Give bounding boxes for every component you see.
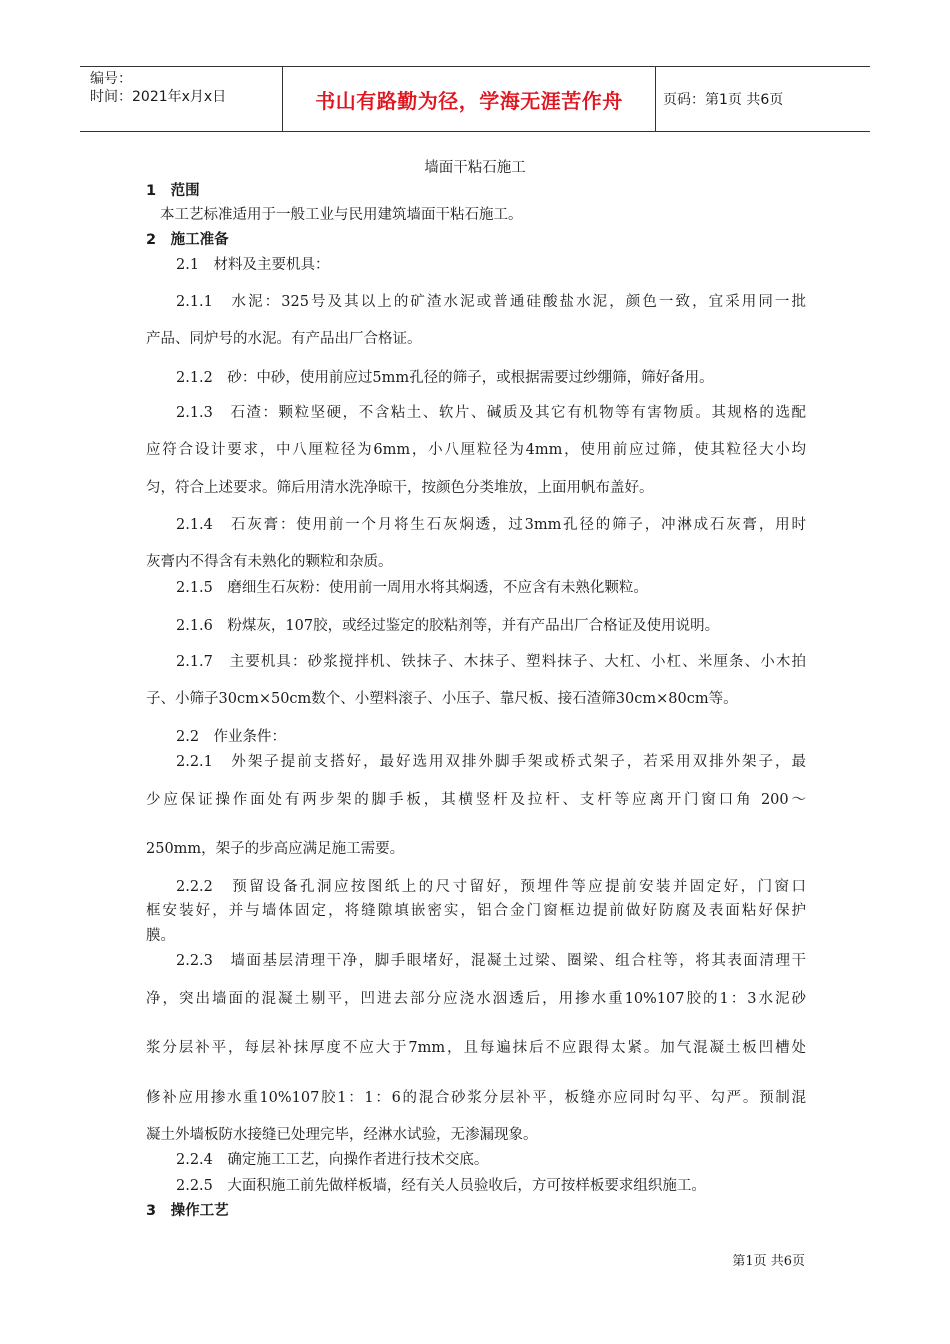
subheading: 2.1 材料及主要机具：	[176, 257, 330, 273]
paragraph-line: 2.1.2 砂：中砂，使用前应过5mm孔径的筛子，或根据需要过纱绷筛，筛好备用。	[176, 370, 714, 386]
paragraph-line: 匀，符合上述要求。筛后用清水洗净晾干，按颜色分类堆放，上面用帆布盖好。	[146, 480, 654, 496]
paragraph-line: 2.2.2 预留设备孔洞应按图纸上的尺寸留好，预埋件等应提前安装并固定好，门窗口	[176, 879, 806, 895]
paragraph-line: 修补应用掺水重10%107胶1：1：6的混合砂浆分层补平，板缝亦应同时勾平、勾严。预制混	[146, 1090, 806, 1106]
paragraph-line: 2.1.7 主要机具：砂浆搅拌机、铁抹子、木抹子、塑料抹子、大杠、小杠、米厘条、小木拍	[176, 654, 806, 670]
header-motto-cell	[282, 67, 656, 131]
paragraph-line: 2.2.5 大面积施工前先做样板墙，经有关人员验收后，方可按样板要求组织施工。	[176, 1178, 706, 1194]
paragraph: 本工艺标准适用于一般工业与民用建筑墙面干粘石施工。	[160, 207, 523, 223]
subheading: 2.2 作业条件：	[176, 729, 287, 745]
paragraph-line: 框安装好，并与墙体固定，将缝隙填嵌密实，铝合金门窗框边提前做好防腐及表面粘好保护	[146, 903, 806, 919]
paragraph-line: 2.1.1 水泥：325号及其以上的矿渣水泥或普通硅酸盐水泥，颜色一致，宜采用同一批	[176, 294, 806, 310]
page-footer: 第1页 共6页	[732, 1254, 805, 1269]
paragraph-line: 2.2.1 外架子提前支搭好，最好选用双排外脚手架或桥式架子，若采用双排外架子，最	[176, 754, 806, 770]
paragraph-line: 2.2.4 确定施工工艺，向操作者进行技术交底。	[176, 1152, 489, 1168]
paragraph-line: 子、小筛子30cm×50cm数个、小塑料滚子、小压子、靠尺板、接石渣筛30cm×80cm等。	[146, 691, 738, 707]
paragraph-line: 2.1.6 粉煤灰，107胶，或经过鉴定的胶粘剂等，并有产品出厂合格证及使用说明。	[176, 618, 720, 634]
motto: 书山有路勤为径，学海无涯苦作舟	[315, 88, 623, 113]
header-page-cell	[655, 67, 870, 131]
paragraph-line: 净，突出墙面的混凝土剔平，凹进去部分应浇水洇透后，用掺水重10%107胶的1：3水泥砂	[146, 991, 806, 1007]
paragraph-line: 灰膏内不得含有未熟化的颗粒和杂质。	[146, 554, 393, 570]
page-header	[80, 66, 870, 132]
paragraph-line: 凝土外墙板防水接缝已处理完毕，经淋水试验，无渗漏现象。	[146, 1127, 538, 1143]
paragraph-line: 膜。	[146, 928, 175, 944]
paragraph-line: 浆分层补平，每层补抹厚度不应大于7mm，且每遍抹后不应跟得太紧。加气混凝土板凹槽处	[146, 1040, 806, 1056]
paragraph-line: 250mm，架子的步高应满足施工需要。	[146, 841, 405, 857]
header-meta	[80, 67, 282, 131]
paragraph-line: 应符合设计要求，中八厘粒径为6mm，小八厘粒径为4mm，使用前应过筛，使其粒径大小均	[146, 442, 806, 458]
paragraph-line: 少应保证操作面处有两步架的脚手板，其横竖杆及拉杆、支杆等应离开门窗口角 200～	[146, 792, 806, 808]
section-1-heading: 1 范围	[146, 183, 200, 199]
paragraph-line: 2.1.3 石渣：颗粒坚硬，不含粘土、软片、碱质及其它有机物等有害物质。其规格的选配	[176, 405, 806, 421]
time-label: 时间：2021年x月x日	[90, 89, 227, 105]
paragraph-line: 2.1.5 磨细生石灰粉：使用前一周用水将其焖透，不应含有未熟化颗粒。	[176, 580, 648, 596]
paragraph-line: 2.2.3 墙面基层清理干净，脚手眼堵好，混凝土过梁、圈梁、组合柱等，将其表面清理干	[176, 953, 806, 969]
number-label: 编号：	[90, 71, 132, 87]
paragraph-line: 2.1.4 石灰膏：使用前一个月将生石灰焖透，过3mm孔径的筛子，冲淋成石灰膏，用时	[176, 517, 806, 533]
doc-title: 墙面干粘石施工	[424, 160, 526, 176]
section-3-heading: 3 操作工艺	[146, 1203, 229, 1219]
page-code: 页码：第1页 共6页	[663, 92, 784, 108]
paragraph-line: 产品、同炉号的水泥。有产品出厂合格证。	[146, 331, 422, 347]
section-2-heading: 2 施工准备	[146, 232, 229, 248]
